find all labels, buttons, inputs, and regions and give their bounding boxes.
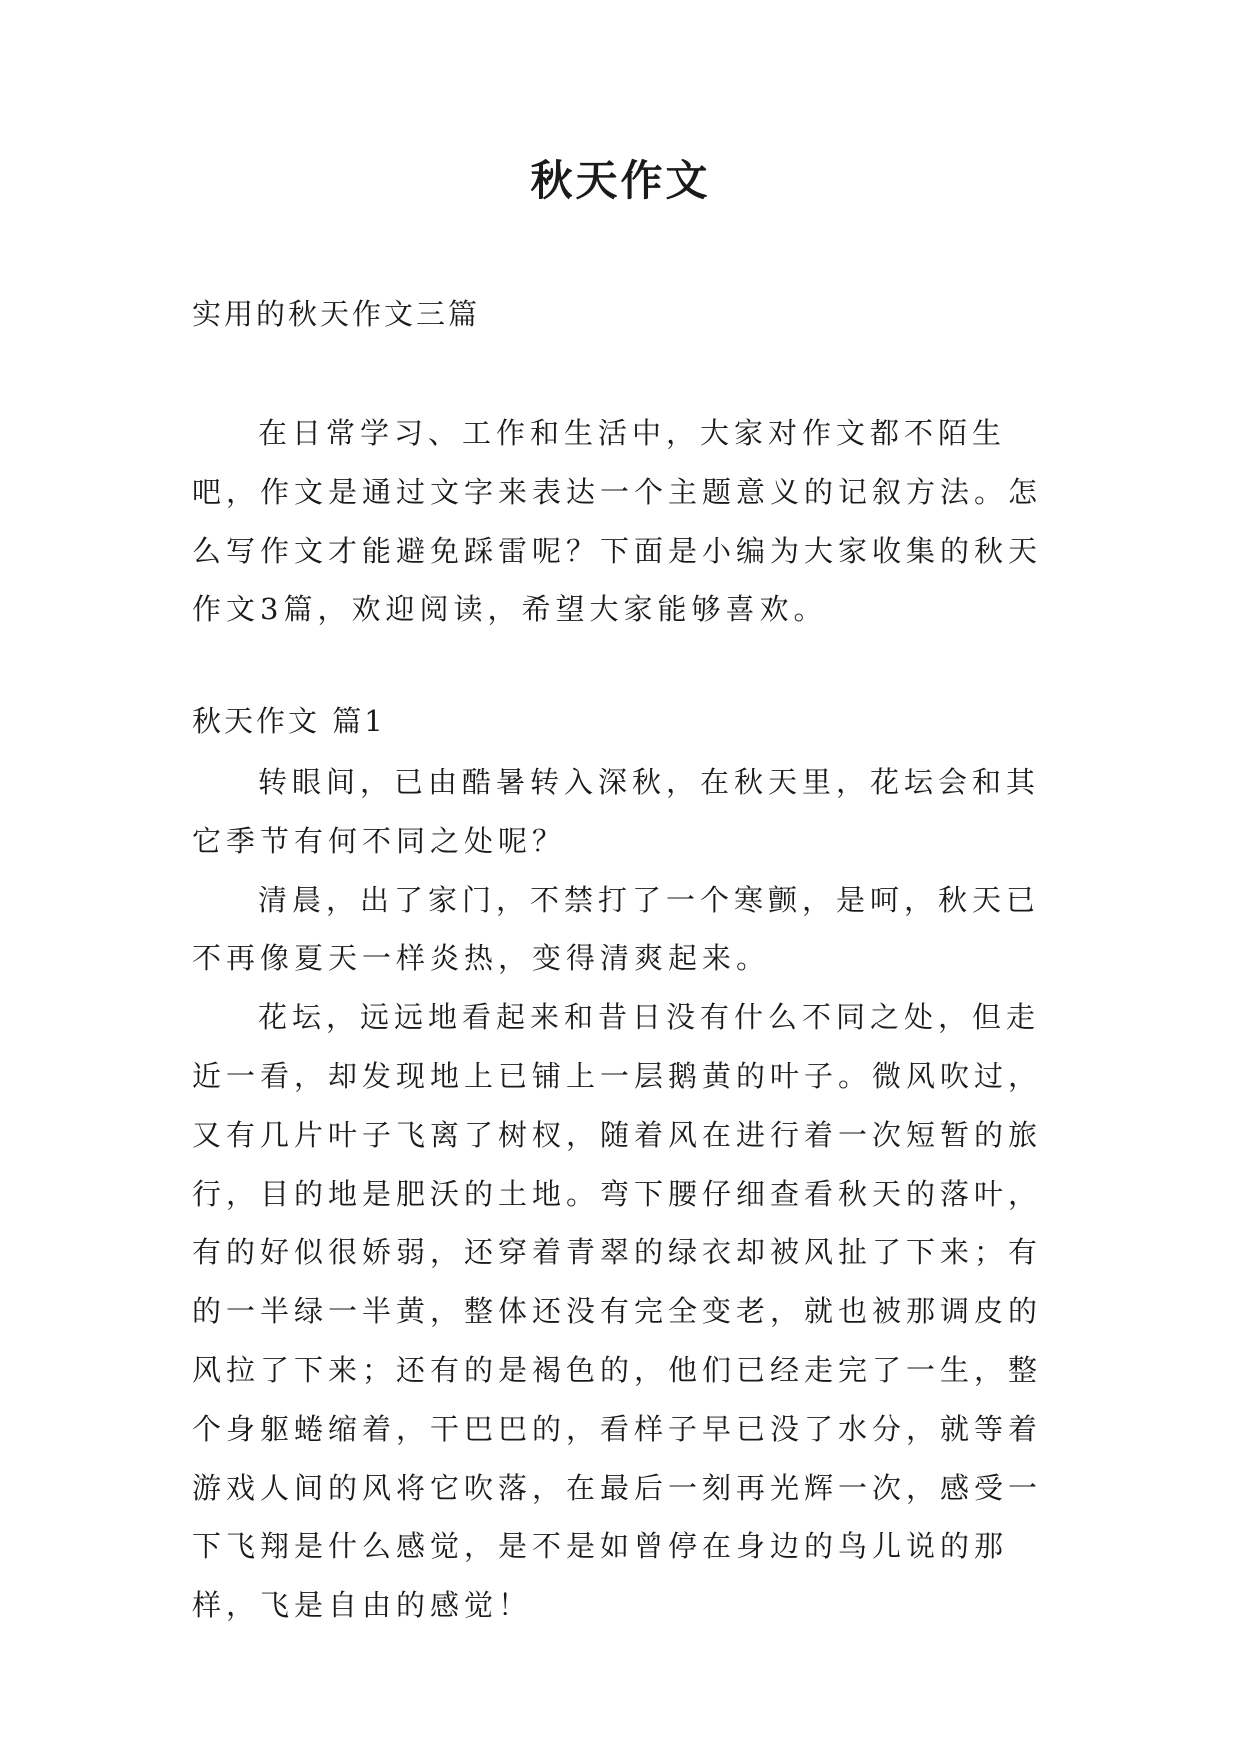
document-title: 秋天作文 [530, 156, 711, 205]
section-heading: 秋天作文 篇1 [192, 704, 386, 738]
document-subtitle: 实用的秋天作文三篇 [192, 297, 481, 331]
body-paragraph: 转眼间，已由酷暑转入深秋，在秋天里，花坛会和其它季节有何不同之处呢？ [192, 765, 1041, 858]
body-paragraph: 清晨，出了家门，不禁打了一个寒颤，是呵，秋天已不再像夏天一样炎热，变得清爽起来。 [192, 882, 1041, 976]
body-paragraph: 花坛，远远地看起来和昔日没有什么不同之处，但走近一看，却发现地上已铺上一层鹅黄的叶子。微风吹过，又有几片叶子飞离了树杈，随着风在进行着一次短暂的旅行，目的地是肥沃的土地。弯下腰仔细查看秋天的落叶，有的好似很娇弱，还穿着青翠的绿衣却被风扯了下来；有的一半绿一半黄，整体还没有完全变老，就也被那调皮的风拉了下来；还有的是褐色的，他们已经走完了一生，整个身躯蜷缩着，干巴巴的，看样子早已没了水分，就等着游戏人间的风将它吹落，在最后一刻再光辉一次，感受一下飞翔是什么感觉，是不是如曾停在身边的鸟儿说的那样，飞是自由的感觉！ [192, 1000, 1043, 1623]
intro-section [192, 404, 1072, 639]
intro-paragraph: 在日常学习、工作和生活中，大家对作文都不陌生吧，作文是通过文字来表达一个主题意义的记叙方法。怎么写作文才能避免踩雷呢？下面是小编为大家收集的秋天作文3篇，欢迎阅读，希望大家能够喜欢。 [192, 416, 1043, 627]
section-body [192, 753, 1072, 1635]
